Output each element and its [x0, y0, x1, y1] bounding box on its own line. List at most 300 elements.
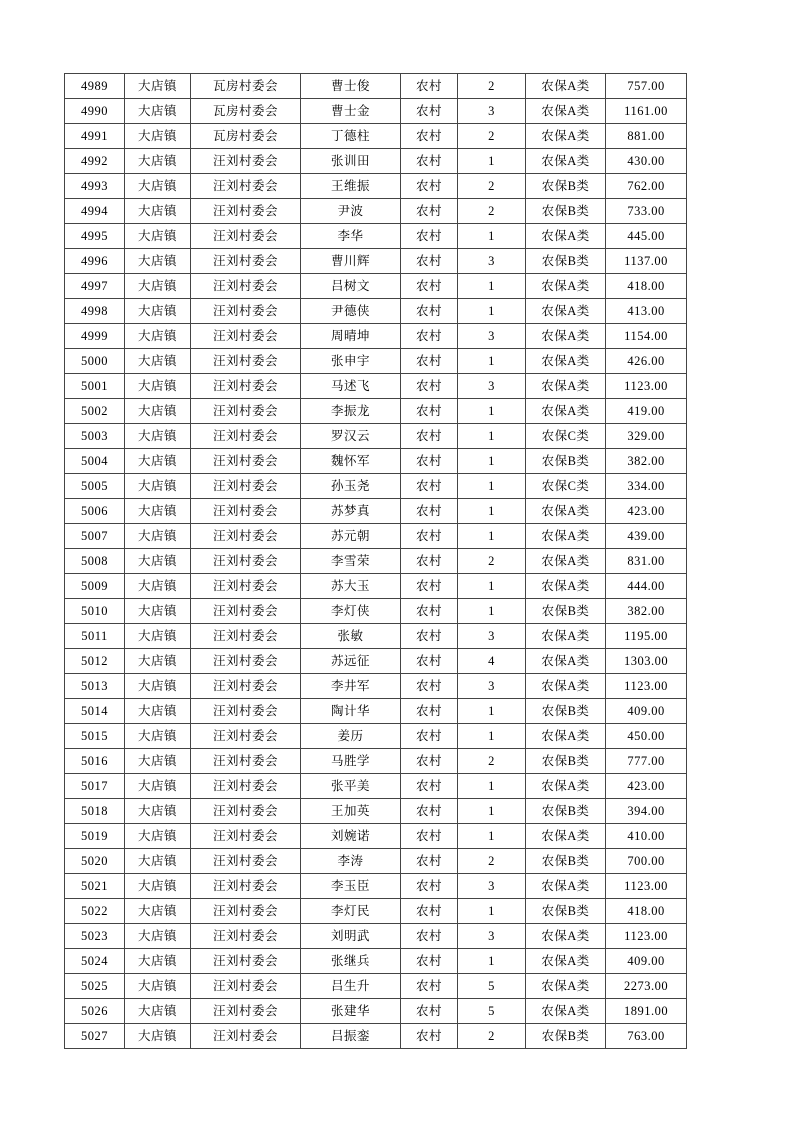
cell-type: 农村 [401, 599, 458, 624]
cell-town: 大店镇 [125, 124, 191, 149]
cell-name: 苏大玉 [301, 574, 401, 599]
cell-town: 大店镇 [125, 174, 191, 199]
cell-amount: 329.00 [606, 424, 687, 449]
table-row [65, 974, 687, 999]
cell-town: 大店镇 [125, 199, 191, 224]
cell-name: 吕生升 [301, 974, 401, 999]
table-row [65, 624, 687, 649]
table-body [65, 74, 687, 1049]
cell-town: 大店镇 [125, 349, 191, 374]
cell-amount: 418.00 [606, 899, 687, 924]
cell-id: 5001 [65, 374, 125, 399]
cell-amount: 426.00 [606, 349, 687, 374]
cell-type: 农村 [401, 424, 458, 449]
cell-type: 农村 [401, 1024, 458, 1049]
table-row [65, 324, 687, 349]
cell-amount: 733.00 [606, 199, 687, 224]
cell-category: 农保C类 [526, 424, 606, 449]
cell-id: 5011 [65, 624, 125, 649]
cell-name: 王维振 [301, 174, 401, 199]
cell-village: 汪刘村委会 [191, 874, 301, 899]
cell-town: 大店镇 [125, 549, 191, 574]
subsidy-table [64, 73, 687, 1049]
cell-count: 1 [458, 824, 526, 849]
cell-amount: 1137.00 [606, 249, 687, 274]
cell-type: 农村 [401, 374, 458, 399]
table-row [65, 424, 687, 449]
cell-town: 大店镇 [125, 724, 191, 749]
cell-category: 农保B类 [526, 249, 606, 274]
cell-type: 农村 [401, 699, 458, 724]
cell-town: 大店镇 [125, 524, 191, 549]
table-row [65, 699, 687, 724]
cell-id: 4993 [65, 174, 125, 199]
cell-category: 农保A类 [526, 874, 606, 899]
cell-id: 5021 [65, 874, 125, 899]
cell-village: 汪刘村委会 [191, 449, 301, 474]
cell-amount: 763.00 [606, 1024, 687, 1049]
cell-id: 4995 [65, 224, 125, 249]
table-row [65, 174, 687, 199]
cell-village: 瓦房村委会 [191, 124, 301, 149]
cell-type: 农村 [401, 324, 458, 349]
table-row [65, 549, 687, 574]
cell-amount: 1123.00 [606, 924, 687, 949]
cell-amount: 444.00 [606, 574, 687, 599]
cell-town: 大店镇 [125, 249, 191, 274]
cell-name: 陶计华 [301, 699, 401, 724]
cell-category: 农保A类 [526, 549, 606, 574]
cell-category: 农保A类 [526, 974, 606, 999]
table-row [65, 349, 687, 374]
cell-category: 农保B类 [526, 449, 606, 474]
cell-category: 农保A类 [526, 99, 606, 124]
cell-category: 农保A类 [526, 649, 606, 674]
cell-name: 李振龙 [301, 399, 401, 424]
cell-type: 农村 [401, 574, 458, 599]
cell-type: 农村 [401, 99, 458, 124]
cell-name: 周晴坤 [301, 324, 401, 349]
cell-town: 大店镇 [125, 399, 191, 424]
cell-count: 1 [458, 474, 526, 499]
cell-id: 5000 [65, 349, 125, 374]
table-row [65, 874, 687, 899]
cell-id: 4992 [65, 149, 125, 174]
table-row [65, 99, 687, 124]
cell-count: 2 [458, 199, 526, 224]
table-row [65, 949, 687, 974]
cell-name: 刘明武 [301, 924, 401, 949]
cell-town: 大店镇 [125, 924, 191, 949]
cell-village: 汪刘村委会 [191, 624, 301, 649]
cell-amount: 419.00 [606, 399, 687, 424]
cell-category: 农保A类 [526, 274, 606, 299]
cell-count: 3 [458, 624, 526, 649]
cell-id: 5019 [65, 824, 125, 849]
cell-category: 农保A类 [526, 224, 606, 249]
cell-amount: 450.00 [606, 724, 687, 749]
table-row [65, 824, 687, 849]
cell-count: 1 [458, 274, 526, 299]
cell-name: 曹川辉 [301, 249, 401, 274]
cell-town: 大店镇 [125, 674, 191, 699]
cell-town: 大店镇 [125, 974, 191, 999]
cell-name: 王加英 [301, 799, 401, 824]
cell-name: 吕振銮 [301, 1024, 401, 1049]
cell-category: 农保A类 [526, 499, 606, 524]
cell-name: 吕树文 [301, 274, 401, 299]
cell-type: 农村 [401, 149, 458, 174]
cell-amount: 430.00 [606, 149, 687, 174]
cell-count: 4 [458, 649, 526, 674]
cell-amount: 445.00 [606, 224, 687, 249]
cell-name: 罗汉云 [301, 424, 401, 449]
cell-id: 5007 [65, 524, 125, 549]
cell-village: 汪刘村委会 [191, 724, 301, 749]
cell-count: 1 [458, 299, 526, 324]
cell-type: 农村 [401, 299, 458, 324]
table-row [65, 574, 687, 599]
table-row [65, 799, 687, 824]
cell-count: 5 [458, 974, 526, 999]
cell-amount: 831.00 [606, 549, 687, 574]
cell-type: 农村 [401, 224, 458, 249]
cell-town: 大店镇 [125, 874, 191, 899]
table-row [65, 249, 687, 274]
cell-village: 汪刘村委会 [191, 149, 301, 174]
table-row [65, 74, 687, 99]
cell-name: 李灯侠 [301, 599, 401, 624]
cell-count: 1 [458, 449, 526, 474]
cell-amount: 1303.00 [606, 649, 687, 674]
cell-town: 大店镇 [125, 499, 191, 524]
cell-type: 农村 [401, 474, 458, 499]
cell-village: 汪刘村委会 [191, 524, 301, 549]
cell-count: 2 [458, 749, 526, 774]
cell-type: 农村 [401, 449, 458, 474]
cell-town: 大店镇 [125, 749, 191, 774]
cell-amount: 409.00 [606, 699, 687, 724]
cell-type: 农村 [401, 824, 458, 849]
cell-amount: 423.00 [606, 774, 687, 799]
cell-amount: 418.00 [606, 274, 687, 299]
table-row [65, 399, 687, 424]
cell-category: 农保A类 [526, 924, 606, 949]
cell-category: 农保A类 [526, 374, 606, 399]
cell-type: 农村 [401, 174, 458, 199]
cell-type: 农村 [401, 549, 458, 574]
cell-name: 尹波 [301, 199, 401, 224]
table-row [65, 749, 687, 774]
cell-id: 5018 [65, 799, 125, 824]
cell-count: 3 [458, 324, 526, 349]
cell-id: 4999 [65, 324, 125, 349]
cell-amount: 881.00 [606, 124, 687, 149]
cell-amount: 2273.00 [606, 974, 687, 999]
cell-village: 汪刘村委会 [191, 549, 301, 574]
cell-id: 5020 [65, 849, 125, 874]
table-row [65, 299, 687, 324]
cell-name: 马胜学 [301, 749, 401, 774]
cell-count: 1 [458, 724, 526, 749]
cell-count: 1 [458, 699, 526, 724]
cell-amount: 762.00 [606, 174, 687, 199]
cell-amount: 1123.00 [606, 874, 687, 899]
cell-village: 汪刘村委会 [191, 999, 301, 1024]
cell-category: 农保A类 [526, 674, 606, 699]
cell-village: 汪刘村委会 [191, 199, 301, 224]
cell-count: 1 [458, 949, 526, 974]
cell-amount: 757.00 [606, 74, 687, 99]
cell-count: 2 [458, 1024, 526, 1049]
cell-amount: 382.00 [606, 449, 687, 474]
cell-type: 农村 [401, 349, 458, 374]
cell-category: 农保B类 [526, 899, 606, 924]
cell-id: 5023 [65, 924, 125, 949]
cell-id: 5003 [65, 424, 125, 449]
cell-village: 汪刘村委会 [191, 799, 301, 824]
cell-name: 李灯民 [301, 899, 401, 924]
cell-count: 3 [458, 374, 526, 399]
cell-type: 农村 [401, 999, 458, 1024]
cell-id: 5026 [65, 999, 125, 1024]
cell-name: 曹士金 [301, 99, 401, 124]
cell-town: 大店镇 [125, 324, 191, 349]
table-row [65, 899, 687, 924]
cell-amount: 1195.00 [606, 624, 687, 649]
cell-village: 瓦房村委会 [191, 74, 301, 99]
cell-type: 农村 [401, 724, 458, 749]
cell-type: 农村 [401, 249, 458, 274]
cell-id: 4990 [65, 99, 125, 124]
cell-amount: 700.00 [606, 849, 687, 874]
cell-name: 张继兵 [301, 949, 401, 974]
cell-category: 农保A类 [526, 324, 606, 349]
cell-count: 1 [458, 899, 526, 924]
cell-name: 苏远征 [301, 649, 401, 674]
cell-type: 农村 [401, 974, 458, 999]
table-row [65, 999, 687, 1024]
cell-amount: 409.00 [606, 949, 687, 974]
table-row [65, 724, 687, 749]
cell-village: 汪刘村委会 [191, 374, 301, 399]
cell-id: 5013 [65, 674, 125, 699]
cell-type: 农村 [401, 674, 458, 699]
cell-category: 农保B类 [526, 849, 606, 874]
table-row [65, 199, 687, 224]
cell-name: 苏梦真 [301, 499, 401, 524]
cell-name: 姜历 [301, 724, 401, 749]
cell-amount: 1154.00 [606, 324, 687, 349]
cell-town: 大店镇 [125, 999, 191, 1024]
cell-count: 1 [458, 499, 526, 524]
cell-town: 大店镇 [125, 424, 191, 449]
cell-name: 李井军 [301, 674, 401, 699]
cell-type: 农村 [401, 924, 458, 949]
cell-count: 5 [458, 999, 526, 1024]
cell-count: 2 [458, 174, 526, 199]
cell-amount: 1161.00 [606, 99, 687, 124]
cell-id: 5014 [65, 699, 125, 724]
cell-type: 农村 [401, 499, 458, 524]
cell-type: 农村 [401, 399, 458, 424]
table-row [65, 474, 687, 499]
cell-type: 农村 [401, 849, 458, 874]
cell-amount: 334.00 [606, 474, 687, 499]
cell-count: 1 [458, 774, 526, 799]
cell-count: 1 [458, 149, 526, 174]
cell-town: 大店镇 [125, 274, 191, 299]
cell-category: 农保A类 [526, 774, 606, 799]
cell-village: 汪刘村委会 [191, 174, 301, 199]
cell-count: 2 [458, 849, 526, 874]
cell-town: 大店镇 [125, 899, 191, 924]
cell-count: 1 [458, 599, 526, 624]
cell-type: 农村 [401, 649, 458, 674]
table-row [65, 499, 687, 524]
cell-village: 汪刘村委会 [191, 949, 301, 974]
cell-town: 大店镇 [125, 74, 191, 99]
cell-type: 农村 [401, 624, 458, 649]
table-row [65, 224, 687, 249]
cell-town: 大店镇 [125, 849, 191, 874]
cell-id: 4991 [65, 124, 125, 149]
cell-amount: 394.00 [606, 799, 687, 824]
cell-village: 瓦房村委会 [191, 99, 301, 124]
cell-name: 李雪荣 [301, 549, 401, 574]
cell-category: 农保A类 [526, 574, 606, 599]
cell-category: 农保B类 [526, 199, 606, 224]
cell-count: 3 [458, 674, 526, 699]
cell-town: 大店镇 [125, 224, 191, 249]
cell-village: 汪刘村委会 [191, 574, 301, 599]
table-row [65, 149, 687, 174]
cell-category: 农保B类 [526, 699, 606, 724]
cell-name: 孙玉尧 [301, 474, 401, 499]
table-row [65, 649, 687, 674]
cell-id: 5024 [65, 949, 125, 974]
cell-town: 大店镇 [125, 699, 191, 724]
cell-town: 大店镇 [125, 574, 191, 599]
cell-name: 张敏 [301, 624, 401, 649]
cell-town: 大店镇 [125, 599, 191, 624]
cell-village: 汪刘村委会 [191, 274, 301, 299]
cell-village: 汪刘村委会 [191, 299, 301, 324]
cell-village: 汪刘村委会 [191, 649, 301, 674]
cell-category: 农保A类 [526, 624, 606, 649]
cell-id: 5005 [65, 474, 125, 499]
cell-category: 农保A类 [526, 349, 606, 374]
cell-name: 曹士俊 [301, 74, 401, 99]
cell-type: 农村 [401, 899, 458, 924]
cell-count: 2 [458, 74, 526, 99]
cell-name: 尹德侠 [301, 299, 401, 324]
cell-town: 大店镇 [125, 799, 191, 824]
cell-village: 汪刘村委会 [191, 249, 301, 274]
cell-name: 魏怀军 [301, 449, 401, 474]
cell-village: 汪刘村委会 [191, 674, 301, 699]
cell-category: 农保A类 [526, 299, 606, 324]
cell-category: 农保A类 [526, 149, 606, 174]
cell-count: 1 [458, 424, 526, 449]
cell-type: 农村 [401, 274, 458, 299]
cell-count: 3 [458, 874, 526, 899]
cell-town: 大店镇 [125, 374, 191, 399]
cell-town: 大店镇 [125, 624, 191, 649]
table-row [65, 524, 687, 549]
cell-type: 农村 [401, 524, 458, 549]
cell-amount: 777.00 [606, 749, 687, 774]
cell-village: 汪刘村委会 [191, 499, 301, 524]
cell-village: 汪刘村委会 [191, 749, 301, 774]
cell-id: 5006 [65, 499, 125, 524]
cell-category: 农保A类 [526, 124, 606, 149]
cell-village: 汪刘村委会 [191, 974, 301, 999]
cell-count: 1 [458, 224, 526, 249]
table-row [65, 274, 687, 299]
cell-town: 大店镇 [125, 1024, 191, 1049]
table-row [65, 849, 687, 874]
cell-name: 张平美 [301, 774, 401, 799]
cell-amount: 1123.00 [606, 674, 687, 699]
cell-village: 汪刘村委会 [191, 224, 301, 249]
cell-name: 苏元朝 [301, 524, 401, 549]
cell-id: 4998 [65, 299, 125, 324]
cell-village: 汪刘村委会 [191, 599, 301, 624]
cell-id: 5010 [65, 599, 125, 624]
cell-id: 4994 [65, 199, 125, 224]
table-row [65, 774, 687, 799]
cell-count: 1 [458, 799, 526, 824]
cell-type: 农村 [401, 749, 458, 774]
cell-name: 李华 [301, 224, 401, 249]
cell-id: 5022 [65, 899, 125, 924]
cell-count: 3 [458, 99, 526, 124]
cell-id: 5025 [65, 974, 125, 999]
cell-village: 汪刘村委会 [191, 349, 301, 374]
cell-category: 农保B类 [526, 799, 606, 824]
table-row [65, 674, 687, 699]
cell-id: 4997 [65, 274, 125, 299]
cell-name: 刘婉诺 [301, 824, 401, 849]
table-row [65, 924, 687, 949]
cell-id: 5027 [65, 1024, 125, 1049]
table-row [65, 449, 687, 474]
cell-id: 5009 [65, 574, 125, 599]
cell-id: 5017 [65, 774, 125, 799]
cell-amount: 410.00 [606, 824, 687, 849]
cell-town: 大店镇 [125, 824, 191, 849]
cell-amount: 1123.00 [606, 374, 687, 399]
cell-count: 1 [458, 574, 526, 599]
cell-name: 李玉臣 [301, 874, 401, 899]
cell-village: 汪刘村委会 [191, 824, 301, 849]
cell-type: 农村 [401, 774, 458, 799]
cell-category: 农保A类 [526, 399, 606, 424]
cell-town: 大店镇 [125, 449, 191, 474]
table-row [65, 124, 687, 149]
cell-town: 大店镇 [125, 99, 191, 124]
cell-village: 汪刘村委会 [191, 849, 301, 874]
cell-id: 5008 [65, 549, 125, 574]
cell-town: 大店镇 [125, 774, 191, 799]
cell-town: 大店镇 [125, 299, 191, 324]
cell-category: 农保A类 [526, 724, 606, 749]
cell-category: 农保C类 [526, 474, 606, 499]
cell-town: 大店镇 [125, 474, 191, 499]
cell-town: 大店镇 [125, 649, 191, 674]
table-row [65, 374, 687, 399]
